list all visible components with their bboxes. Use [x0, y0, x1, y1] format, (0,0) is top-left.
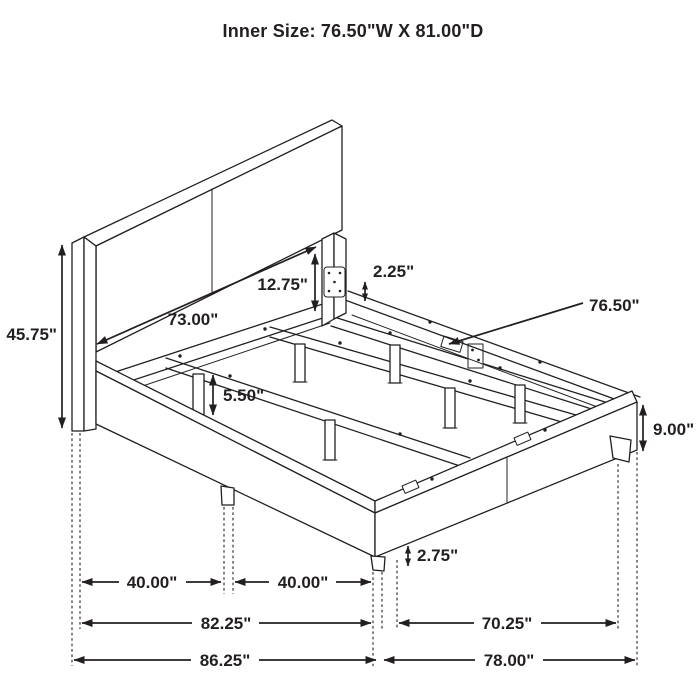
dim-overall-width: [384, 649, 635, 670]
foot-rail-face: [375, 402, 637, 557]
dim-label-leg-span-a: 40.00": [126, 573, 178, 592]
dim-label-overall-width: 78.00": [483, 651, 535, 670]
dim-label-inner-width: 76.50": [589, 296, 640, 315]
dim-overall-depth: [74, 649, 376, 670]
dim-label-headboard-width: 73.00": [167, 310, 219, 329]
dim-label-overall-depth: 86.25": [199, 651, 251, 670]
dim-frame-height: [643, 405, 694, 451]
dim-inner-width: [449, 296, 640, 344]
headboard-left-leg: [72, 237, 84, 431]
dim-label-foot-leg-height: 2.75": [417, 546, 459, 565]
dim-leg-span-depth: [82, 612, 371, 633]
dim-rail-offset: [365, 262, 414, 301]
bed-drawing: [72, 120, 640, 571]
headboard-panel: [96, 126, 342, 352]
front-left-leg: [221, 486, 234, 505]
dim-label-center-leg-height: 5.50": [223, 386, 265, 405]
dim-label-leg-span-depth: 82.25": [200, 614, 252, 633]
dim-leg-span-a: [82, 571, 221, 592]
center-rail-middle: [270, 327, 576, 415]
dim-foot-leg-height: [408, 546, 458, 566]
dim-label-headboard-panel-height: 12.75": [257, 275, 308, 294]
dim-label-frame-height: 9.00": [653, 420, 695, 439]
dim-label-overall-height: 45.75": [6, 325, 57, 344]
dim-center-leg-height: [213, 375, 264, 415]
front-center-leg: [371, 556, 385, 571]
frame-front: [96, 361, 637, 571]
right-leg: [610, 436, 631, 462]
dim-leg-span-b: [235, 571, 371, 592]
dim-label-rail-offset: 2.25": [373, 262, 415, 281]
dim-label-leg-span-width: 70.25": [481, 614, 533, 633]
dim-leg-span-width: [399, 612, 616, 633]
dim-label-leg-span-b: 40.00": [277, 573, 329, 592]
diagram-title: Inner Size: 76.50"W X 81.00"D: [222, 21, 484, 41]
dim-overall-height: [6, 245, 62, 428]
